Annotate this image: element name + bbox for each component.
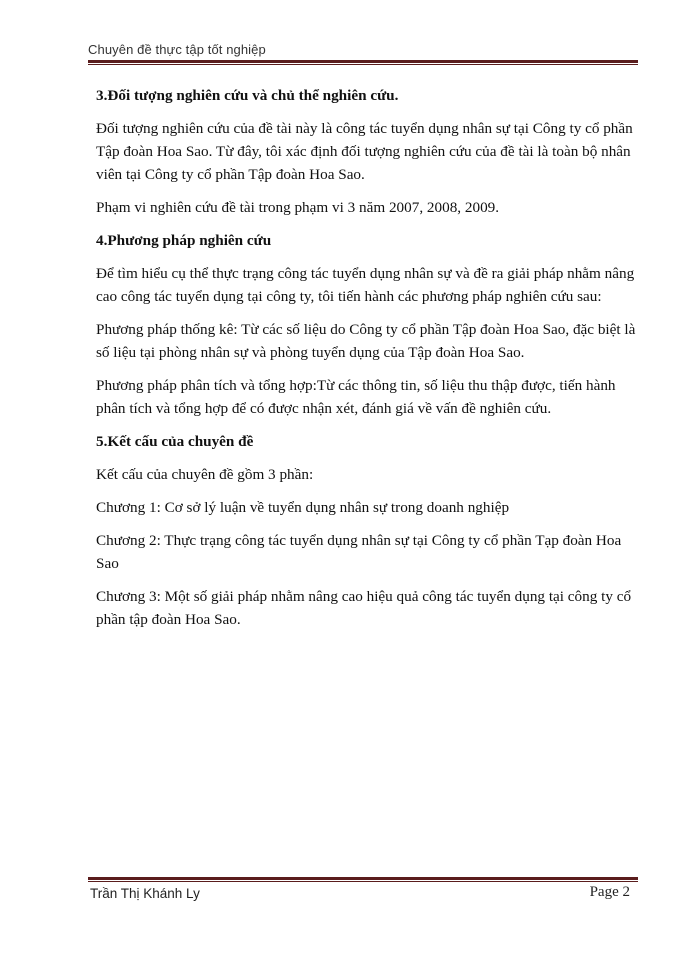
page-number: Page 2 xyxy=(589,884,630,900)
paragraph-statistical-method: Phương pháp thống kê: Từ các số liệu do Công ty cổ phần Tập đoàn Hoa Sao, đặc biệt là số liệu tại phòng nhân sự và phòng tuyển dụng của Tập đoàn Hoa Sao. xyxy=(96,321,636,361)
section-heading-research-method: 4.Phương pháp nghiên cứu xyxy=(96,232,272,249)
section-heading-structure: 5.Kết cấu của chuyên đề xyxy=(96,433,254,450)
footer-divider xyxy=(88,877,638,882)
paragraph-analysis-method: Phương pháp phân tích và tổng hợp:Từ các thông tin, số liệu thu thập được, tiến hành phân tích và tổng hợp để có được nhận xét, đánh giá về vấn đề nghiên cứu. xyxy=(96,377,616,417)
page-header-title: Chuyên đề thực tập tốt nghiệp xyxy=(88,42,266,57)
paragraph-research-scope: Phạm vi nghiên cứu đề tài trong phạm vi 3 năm 2007, 2008, 2009. xyxy=(96,199,500,216)
header-divider xyxy=(88,60,638,65)
paragraph-method-intro: Để tìm hiểu cụ thể thực trạng công tác tuyển dụng nhân sự và đề ra giải pháp nhằm nâng cao công tác tuyển dụng tại công ty, tôi tiến hành các phương pháp nghiên cứu sau: xyxy=(96,265,635,305)
document-body xyxy=(96,84,636,641)
paragraph-chapter-1: Chương 1: Cơ sở lý luận về tuyển dụng nhân sự trong doanh nghiệp xyxy=(96,499,510,516)
footer-author: Trần Thị Khánh Ly xyxy=(90,886,200,901)
paragraph-chapter-2: Chương 2: Thực trạng công tác tuyển dụng nhân sự tại Công ty cổ phần Tạp đoàn Hoa Sao xyxy=(96,532,622,572)
paragraph-chapter-3: Chương 3: Một số giải pháp nhằm nâng cao hiệu quả công tác tuyển dụng tại công ty cổ phần tập đoàn Hoa Sao. xyxy=(96,588,632,628)
paragraph-structure-intro: Kết cấu của chuyên đề gồm 3 phần: xyxy=(96,466,314,483)
paragraph-research-subject: Đối tượng nghiên cứu của đề tài này là công tác tuyển dụng nhân sự tại Công ty cổ phần Tập đoàn Hoa Sao. Từ đây, tôi xác định đối tượng nghiên cứu của đề tài là toàn bộ nhân viên tại Công ty cổ phần Tập đoàn Hoa Sao. xyxy=(96,120,633,183)
section-heading-research-subject: 3.Đối tượng nghiên cứu và chủ thể nghiên cứu. xyxy=(96,87,399,104)
